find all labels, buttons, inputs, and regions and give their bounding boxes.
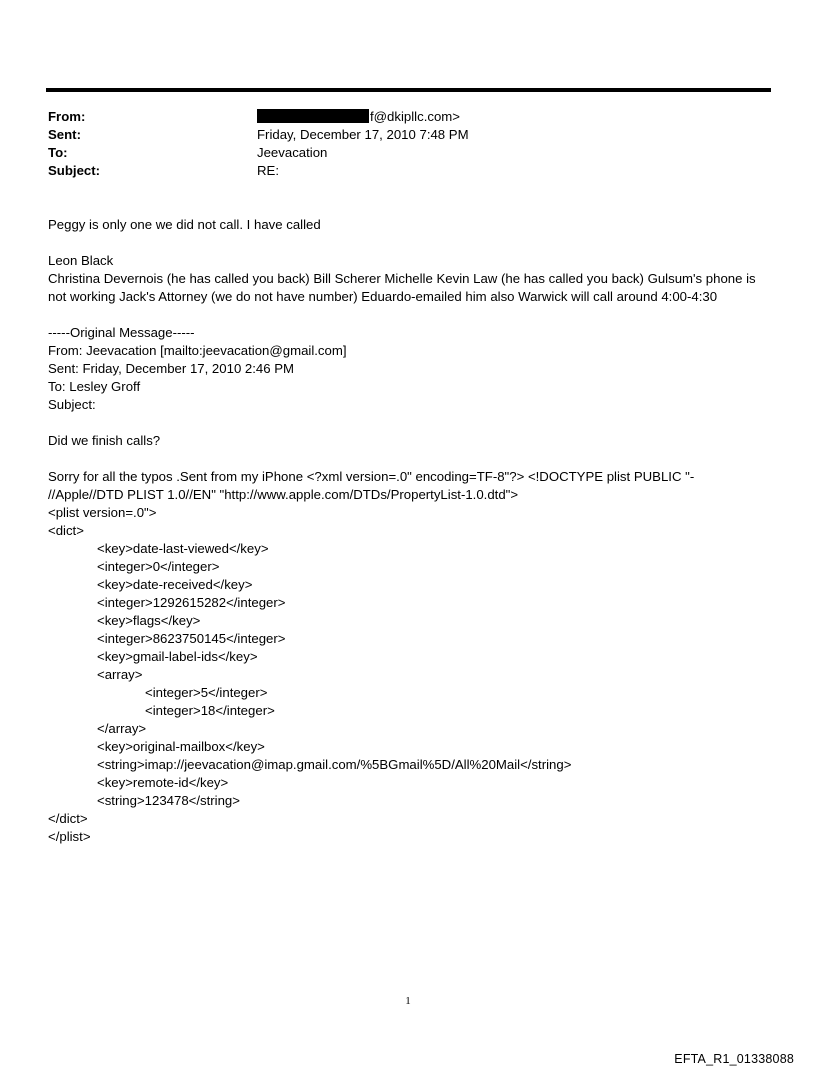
plist-line: </dict> (48, 811, 88, 826)
email-header (48, 108, 469, 180)
header-rule (46, 88, 771, 92)
body-line: Sorry for all the typos .Sent from my iPhone <?xml version=.0" encoding=TF-8"?> <!DOCTYPE plist PUBLIC "- (48, 469, 695, 484)
body-line: -----Original Message----- (48, 325, 195, 340)
page-number: 1 (405, 995, 411, 1007)
blank-line (48, 414, 778, 432)
to-label: To: (48, 145, 68, 160)
plist-line: <string>123478</string> (97, 793, 240, 808)
redaction-box (257, 109, 369, 123)
plist-line: <integer>18</integer> (145, 703, 275, 718)
from-value-wrapper (257, 108, 460, 126)
to-row (48, 144, 469, 162)
plist-line: <key>flags</key> (97, 613, 201, 628)
body-line: Leon Black (48, 253, 114, 268)
body-line: Subject: (48, 397, 96, 412)
body-line: not working Jack's Attorney (we do not have number) Eduardo-emailed him also Warwick will call around 4:00-4:30 (48, 289, 718, 304)
plist-line: <integer>0</integer> (97, 559, 220, 574)
body-line: //Apple//DTD PLIST 1.0//EN" "http://www.apple.com/DTDs/PropertyList-1.0.dtd"> (48, 487, 519, 502)
plist-line: </array> (97, 721, 147, 736)
body-line: Peggy is only one we did not call. I have called (48, 217, 321, 232)
subject-label: Subject: (48, 163, 101, 178)
plist-line: <key>original-mailbox</key> (97, 739, 265, 754)
body-line: <plist version=.0"> (48, 505, 157, 520)
plist-line: </plist> (48, 829, 91, 844)
subject-value: RE: (257, 163, 279, 178)
body-line: Sent: Friday, December 17, 2010 2:46 PM (48, 361, 295, 376)
plist-line: <array> (97, 667, 143, 682)
body-line: <dict> (48, 523, 84, 538)
from-label: From: (48, 109, 86, 124)
blank-line (48, 450, 778, 468)
body-line: Did we finish calls? (48, 433, 161, 448)
sent-row (48, 126, 469, 144)
plist-line: <integer>1292615282</integer> (97, 595, 286, 610)
subject-row (48, 162, 469, 180)
plist-line: <key>gmail-label-ids</key> (97, 649, 258, 664)
body-line: From: Jeevacation [mailto:jeevacation@gmail.com] (48, 343, 347, 358)
email-body (48, 216, 778, 846)
from-value: f@dkipllc.com> (370, 109, 460, 124)
sent-value: Friday, December 17, 2010 7:48 PM (257, 127, 469, 142)
plist-line: <key>date-received</key> (97, 577, 253, 592)
plist-line: <key>remote-id</key> (97, 775, 229, 790)
to-value: Jeevacation (257, 145, 328, 160)
plist-line: <key>date-last-viewed</key> (97, 541, 269, 556)
plist-line: <integer>5</integer> (145, 685, 268, 700)
blank-line (48, 234, 778, 252)
body-line: Christina Devernois (he has called you back) Bill Scherer Michelle Kevin Law (he has called you back) Gulsum's phone is (48, 271, 756, 286)
plist-line: <integer>8623750145</integer> (97, 631, 286, 646)
body-line: To: Lesley Groff (48, 379, 141, 394)
from-row (48, 108, 469, 126)
bates-number: EFTA_R1_01338088 (674, 1052, 794, 1066)
sent-label: Sent: (48, 127, 81, 142)
plist-line: <string>imap://jeevacation@imap.gmail.com/%5BGmail%5D/All%20Mail</string> (97, 757, 572, 772)
blank-line (48, 306, 778, 324)
